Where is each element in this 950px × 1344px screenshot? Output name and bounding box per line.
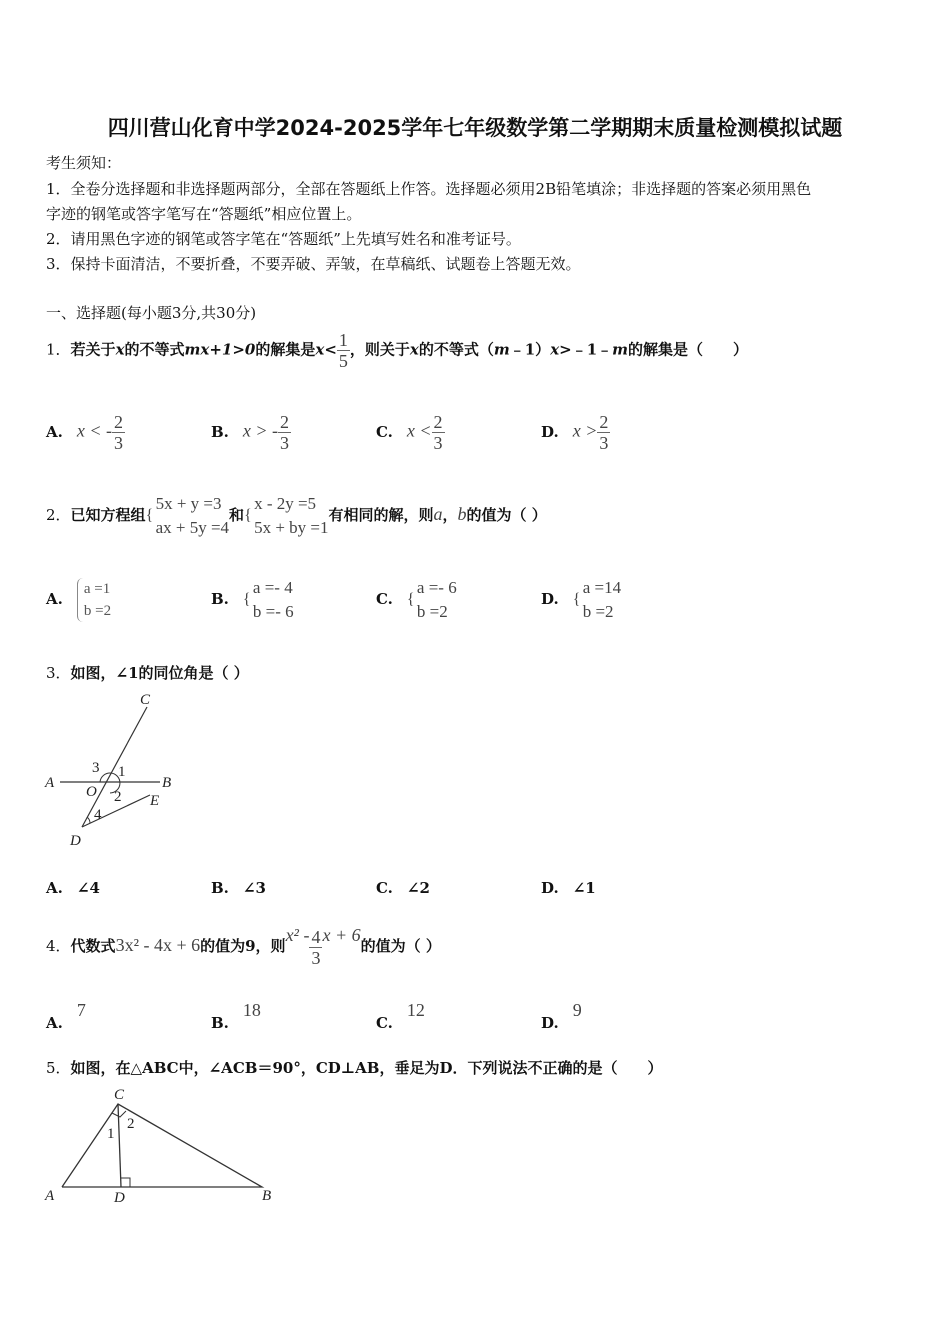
svg-text:B: B bbox=[162, 775, 172, 791]
svg-text:O: O bbox=[86, 784, 97, 800]
notice-line: 1．全卷分选择题和非选择题两部分，全部在答题纸上作答。选择题必须用2B铅笔填涂；非选择题的答案必须用黑色 bbox=[46, 180, 812, 198]
notice-heading: 考生须知： bbox=[46, 154, 122, 172]
q2-option-d[interactable]: D. { a =14 b =2 bbox=[541, 576, 621, 624]
svg-text:D: D bbox=[70, 833, 81, 849]
svg-text:C: C bbox=[114, 1087, 125, 1103]
section-heading: 一、选择题(每小题3分,共30分) bbox=[46, 304, 257, 322]
q4-option-d[interactable]: D.9 bbox=[541, 1000, 582, 1032]
svg-text:2: 2 bbox=[127, 1116, 135, 1132]
svg-text:D: D bbox=[114, 1190, 125, 1206]
q3-option-b[interactable]: B. ∠3 bbox=[211, 879, 266, 897]
notice-line: 字迹的钢笔或答字笔写在“答题纸”相应位置上。 bbox=[46, 205, 362, 223]
svg-text:1: 1 bbox=[118, 764, 126, 780]
notice-line: 3．保持卡面清洁，不要折叠，不要弄破、弄皱，在草稿纸、试题卷上答题无效。 bbox=[46, 255, 581, 273]
figure-angles bbox=[40, 690, 200, 850]
equation-system: { x - 2y =5 5x + by =1 bbox=[244, 492, 328, 540]
q1-option-c[interactable]: C. x < $\frac{2}{3}$ bbox=[376, 412, 443, 453]
svg-text:A: A bbox=[45, 1188, 55, 1204]
svg-text:A: A bbox=[45, 775, 55, 791]
question-1: 1．若关于x的不等式mx+1>0的解集是x< $\frac{1}{5}$ ，则关于x的不等式（m﹣1）x>﹣1﹣m的解集是（ ） bbox=[46, 330, 749, 371]
equation-system: { 5x + y =3 ax + 5y =4 bbox=[146, 492, 229, 540]
q4-option-b[interactable]: B.18 bbox=[211, 1000, 261, 1032]
notice-line: 2．请用黑色字迹的钢笔或答字笔在“答题纸”上先填写姓名和准考证号。 bbox=[46, 230, 521, 248]
q3-option-c[interactable]: C. ∠2 bbox=[376, 879, 430, 897]
q2-option-b[interactable]: B. { a =- 4 b =- 6 bbox=[211, 576, 294, 624]
svg-text:3: 3 bbox=[92, 760, 100, 776]
q1-option-d[interactable]: D. x > $\frac{2}{3}$ bbox=[541, 412, 609, 453]
question-4: 4．代数式3x² - 4x + 6的值为9，则x² - $\frac{4}{3}$ x + 6的值为（ ） bbox=[46, 925, 441, 968]
q1-option-b[interactable]: B. x > - $\frac{2}{3}$ bbox=[211, 412, 290, 453]
fraction: $\frac{1}{5}$ bbox=[338, 330, 348, 371]
question-3: 3．如图，∠1的同位角是（ ） bbox=[46, 664, 249, 682]
svg-text:2: 2 bbox=[114, 789, 122, 805]
figure-right-triangle bbox=[40, 1082, 290, 1212]
svg-text:B: B bbox=[262, 1188, 272, 1204]
svg-text:E: E bbox=[150, 793, 160, 809]
q4-option-a[interactable]: A.7 bbox=[46, 1000, 86, 1032]
svg-text:C: C bbox=[140, 692, 151, 708]
q2-option-c[interactable]: C. { a =- 6 b =2 bbox=[376, 576, 457, 624]
svg-text:4: 4 bbox=[94, 807, 102, 823]
q3-option-a[interactable]: A. ∠4 bbox=[46, 879, 100, 897]
page-title: 四川营山化育中学2024-2025学年七年级数学第二学期期末质量检测模拟试题 bbox=[107, 116, 843, 140]
question-2: 2．已知方程组 { 5x + y =3 ax + 5y =4 和 { x - 2y =5 5x + by =1 有相同的解，则a，b的值为（ ） bbox=[46, 492, 547, 540]
q1-option-a[interactable]: A. x < - $\frac{2}{3}$ bbox=[46, 412, 124, 453]
question-5: 5．如图，在△ABC中，∠ACB＝90°，CD⊥AB，垂足为D．下列说法不正确的是（ ） bbox=[46, 1059, 663, 1077]
svg-text:1: 1 bbox=[107, 1126, 115, 1142]
q4-option-c[interactable]: C.12 bbox=[376, 1000, 425, 1032]
q3-option-d[interactable]: D. ∠1 bbox=[541, 879, 596, 897]
q2-option-a[interactable]: A. a =1 b =2 bbox=[46, 578, 111, 622]
